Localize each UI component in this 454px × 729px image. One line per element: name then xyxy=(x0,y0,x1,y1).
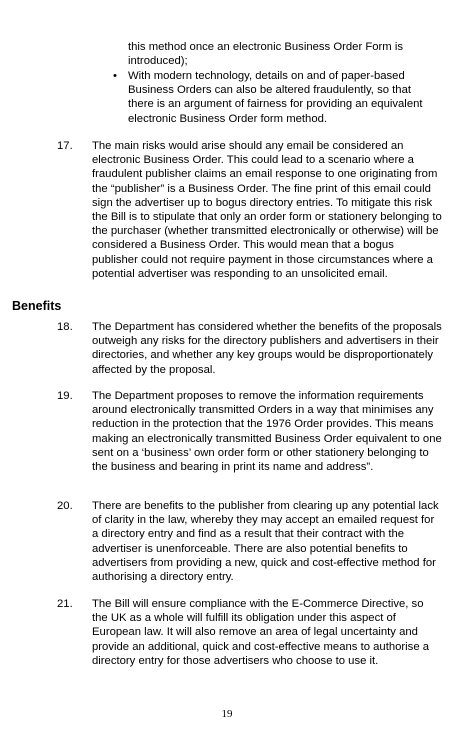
section-heading: Benefits xyxy=(12,299,62,313)
page-number: 19 xyxy=(221,708,233,720)
bullet-text: With modern technology, details on and of paper-based Business Orders can also be altered fraudulently, so that there is an argument of fairness for providing an equivalent electronic Business Order form method. xyxy=(128,70,423,125)
paragraph-text: The Department has considered whether the benefits of the proposals outweigh any risks for the directory publishers and advertisers in their directories, and whether any key groups would be disproportionately affected by the proposal. xyxy=(92,321,442,376)
paragraph-text: The Bill will ensure compliance with the E-Commerce Directive, so the UK as a whole will fulfill its obligation under this aspect of European law. It will also remove an area of legal uncertainty and provide an additional, quick and cost-effective means to authorise a directory entry for those advertisers who choose to use it. xyxy=(92,598,430,667)
paragraph-21 xyxy=(57,597,442,668)
paragraph-18 xyxy=(57,320,442,377)
paragraph-number: 17. xyxy=(57,140,73,152)
paragraph-number: 21. xyxy=(57,598,73,610)
paragraph-19 xyxy=(57,389,442,474)
paragraph-20 xyxy=(57,499,442,584)
bullet-glyph: • xyxy=(113,70,117,82)
paragraph-text: The Department proposes to remove the information requirements around electronically transmitted Orders in a way that minimises any reduction in the protection that the 1976 Order provides. This means making an electronically transmitted Business Order equivalent to one sent on a ‘business’ own order form or other stationery belonging to the business and bearing in print its name and address”. xyxy=(92,390,442,474)
paragraph-number: 20. xyxy=(57,500,73,512)
paragraph-number: 18. xyxy=(57,321,73,333)
bullet-item xyxy=(113,69,433,126)
paragraph-17 xyxy=(57,139,442,281)
continued-bullet-text: this method once an electronic Business Order Form is introduced); xyxy=(128,41,404,68)
paragraph-text: There are benefits to the publisher from clearing up any potential lack of clarity in the law, whereby they may accept an emailed request for a directory entry and find as a result that their contract with the advertiser is unenforceable. There are also potential benefits to advertisers from providing a new, quick and cost-effective method for authorising a directory entry. xyxy=(92,500,439,584)
paragraph-number: 19. xyxy=(57,390,73,402)
paragraph-text: The main risks would arise should any email be considered an electronic Business Order. This could lead to a scenario where a fraudulent publisher claims an email response to one originating from the “publisher” is a Business Order. The fine print of this email could sign the advertiser up to bogus directory entries. To mitigate this risk the Bill is to stipulate that only an order form or stationery belonging to the purchaser (whether transmitted electronically or otherwise) will be considered a Business Order. This would mean that a bogus publisher could not require payment in those circumstances where a potential advertiser was responding to an unsolicited email. xyxy=(92,140,442,280)
